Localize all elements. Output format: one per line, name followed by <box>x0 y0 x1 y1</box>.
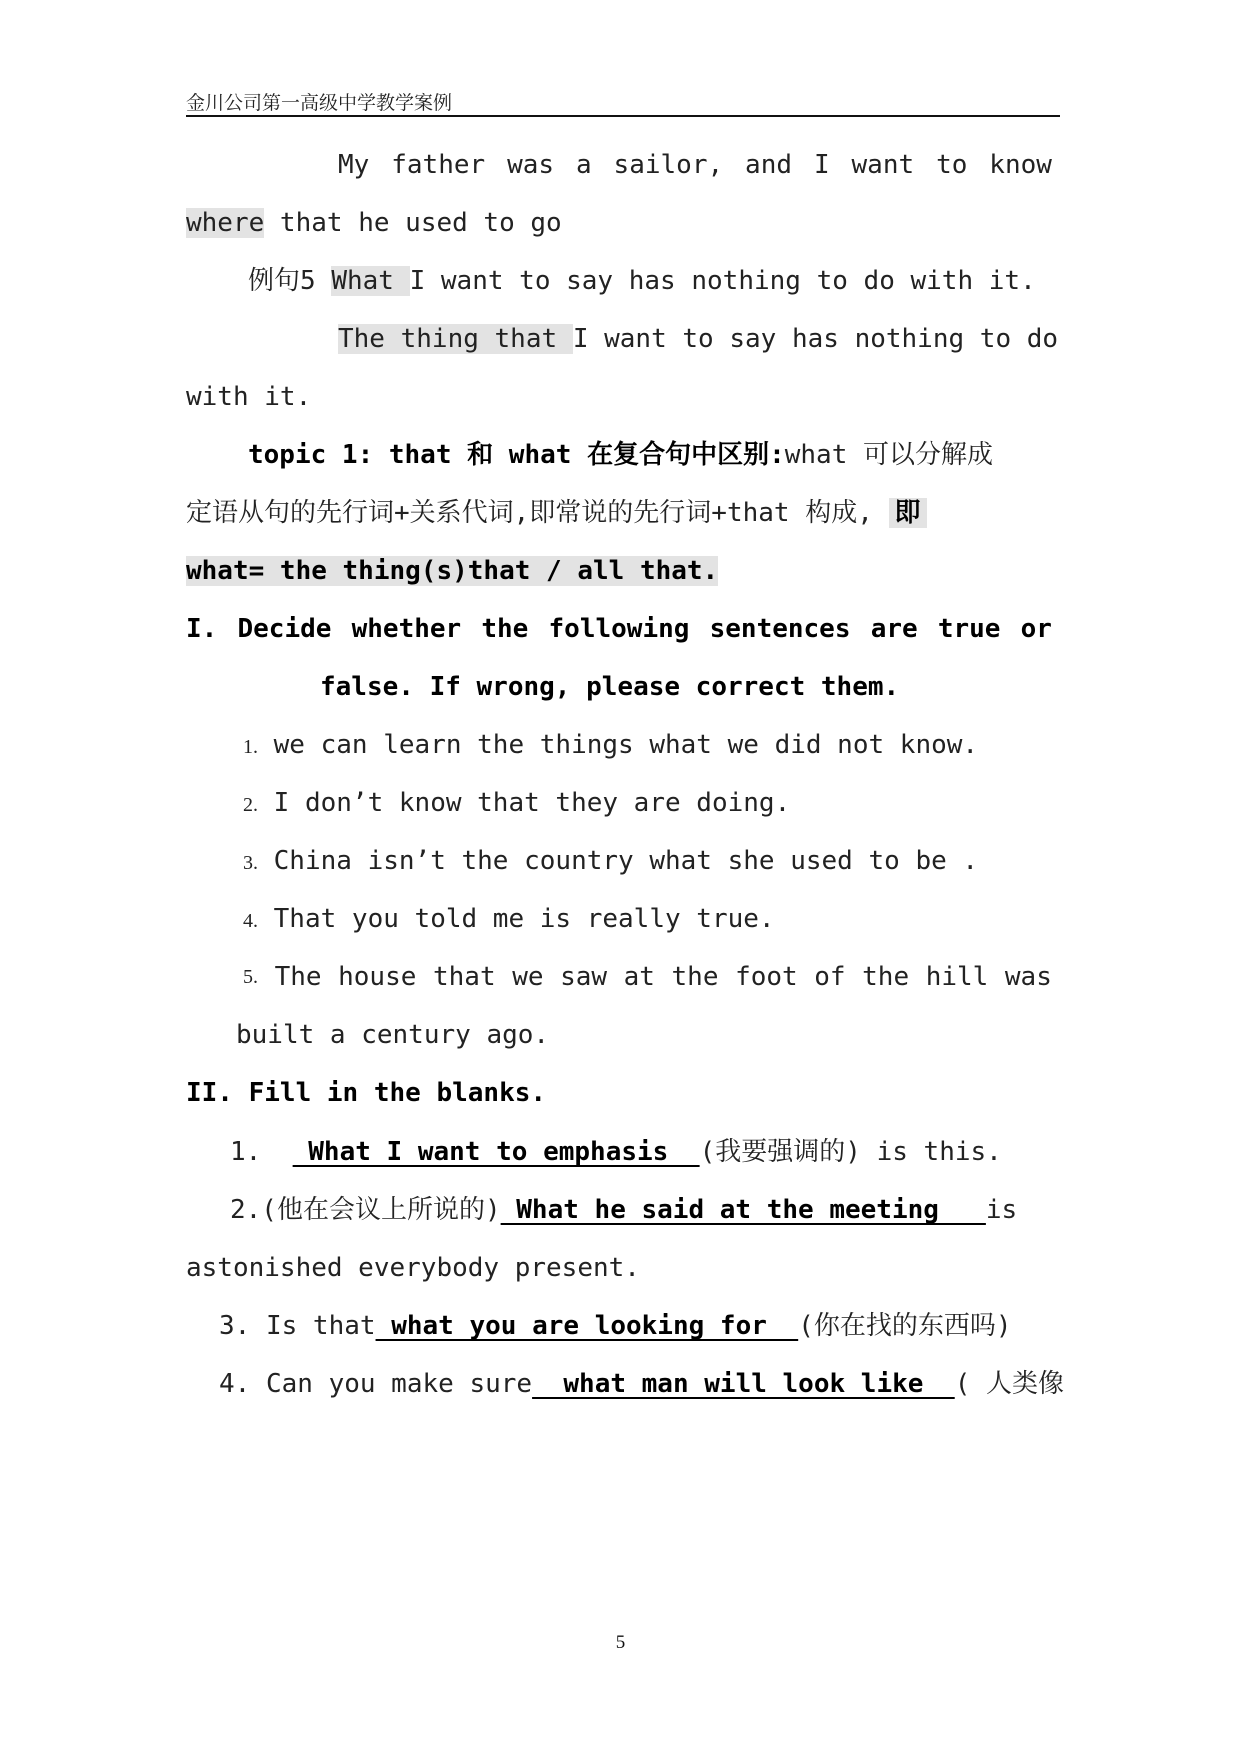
word: The <box>274 962 322 992</box>
section-1-item-4 <box>243 902 775 938</box>
word: foot <box>735 962 798 992</box>
item-suffix: ( 人类像 <box>954 1369 1065 1399</box>
example-5-sentence-a: I want to say has nothing to do with it. <box>409 266 1036 296</box>
section-1-item-2 <box>243 786 790 822</box>
topic-line-2 <box>186 496 927 530</box>
word: I <box>813 150 830 180</box>
example-5-line-3: with it. <box>186 382 312 412</box>
highlight-where: where <box>186 208 265 238</box>
word: want <box>851 150 915 180</box>
word: and <box>745 150 793 180</box>
word: the <box>671 962 719 992</box>
item-prefix: 4. Can you make sure <box>219 1369 533 1399</box>
section-1-item-5 <box>243 960 1052 994</box>
section-2-heading: II. Fill in the blanks. <box>186 1078 547 1108</box>
word: at <box>623 962 655 992</box>
word: we <box>512 962 544 992</box>
item-number: 2. <box>243 794 258 816</box>
item-text: I don’t know that they are doing. <box>273 788 791 818</box>
word: saw <box>560 962 608 992</box>
item-number: 4. <box>243 910 258 932</box>
answer-blank: what man will look like <box>532 1369 955 1399</box>
page-number: 5 <box>615 1632 626 1653</box>
topic-line-3 <box>186 554 718 588</box>
word: was <box>507 150 555 180</box>
word: true <box>937 614 1001 644</box>
item-suffix: (我要强调的) is this. <box>699 1137 1002 1167</box>
document-header: 金川公司第一高级中学教学案例 <box>186 93 453 114</box>
item-prefix: 3. Is that <box>219 1311 376 1341</box>
word: whether <box>351 614 462 644</box>
answer-blank: what you are looking for <box>375 1311 799 1341</box>
highlight-ji: 即 <box>889 498 927 528</box>
word: to <box>936 150 968 180</box>
example-4-line-1 <box>338 148 1052 182</box>
word: the <box>862 962 910 992</box>
word: was <box>1004 962 1052 992</box>
example-5-line-1 <box>248 264 1036 298</box>
word: hill <box>925 962 989 992</box>
section-1-item-5-continued: built a century ago. <box>236 1020 550 1050</box>
word: the <box>481 614 529 644</box>
example-4-line-2 <box>186 206 562 240</box>
section-2-item-1 <box>230 1135 1002 1169</box>
item-number: 3. <box>243 852 258 874</box>
item-suffix: is <box>985 1195 1018 1225</box>
item-text: That you told me is really true. <box>273 904 775 934</box>
section-2-item-2 <box>230 1193 1017 1227</box>
word: My <box>338 150 370 180</box>
highlight-what: What <box>331 266 410 296</box>
item-prefix: 1. <box>230 1137 293 1167</box>
word: I. <box>186 614 218 644</box>
header-rule <box>186 115 1060 117</box>
topic-line-2-text: 定语从句的先行词+关系代词,即常说的先行词+that 构成, <box>186 498 873 528</box>
word: following <box>548 614 690 644</box>
topic-heading: topic 1: that 和 what 在复合句中区别: <box>248 440 785 470</box>
example-5-line-2 <box>338 322 1058 356</box>
example-5-sentence-b: I want to say has nothing to do <box>572 324 1059 354</box>
section-1-item-1 <box>243 728 978 764</box>
section-1-heading-line-2: false. If wrong, please correct them. <box>320 672 900 702</box>
item-prefix: 2.(他在会议上所说的) <box>230 1195 501 1225</box>
word: or <box>1020 614 1052 644</box>
word: that <box>432 962 496 992</box>
word: know <box>989 150 1052 180</box>
highlight-the-thing-that: The thing that <box>338 324 573 354</box>
word: house <box>338 962 417 992</box>
word: of <box>814 962 846 992</box>
item-number: 1. <box>243 736 258 758</box>
section-1-heading-line-1 <box>186 612 1052 646</box>
example-5-label: 例句5 <box>248 266 316 296</box>
word: are <box>870 614 918 644</box>
word: Decide <box>237 614 332 644</box>
item-number: 5. <box>243 966 258 988</box>
section-1-item-3 <box>243 844 978 880</box>
section-2-item-2-continued: astonished everybody present. <box>186 1253 640 1283</box>
word: sentences <box>709 614 851 644</box>
word: father <box>391 150 486 180</box>
section-2-item-4 <box>219 1367 1064 1401</box>
topic-line-1 <box>248 438 993 472</box>
word: sailor, <box>613 150 724 180</box>
item-text: we can learn the things what we did not know. <box>273 730 979 760</box>
item-text: China isn’t the country what she used to be . <box>273 846 979 876</box>
answer-blank: What I want to emphasis <box>292 1137 700 1167</box>
section-2-item-3 <box>219 1309 1012 1343</box>
word: a <box>575 150 592 180</box>
topic-text: what 可以分解成 <box>784 440 994 470</box>
item-suffix: (你在找的东西吗) <box>798 1311 1012 1341</box>
example-4-line-2-text: that he used to go <box>264 208 562 238</box>
answer-blank: What he said at the meeting <box>500 1195 986 1225</box>
highlight-what-formula: what= the thing(s)that / all that. <box>186 556 719 586</box>
